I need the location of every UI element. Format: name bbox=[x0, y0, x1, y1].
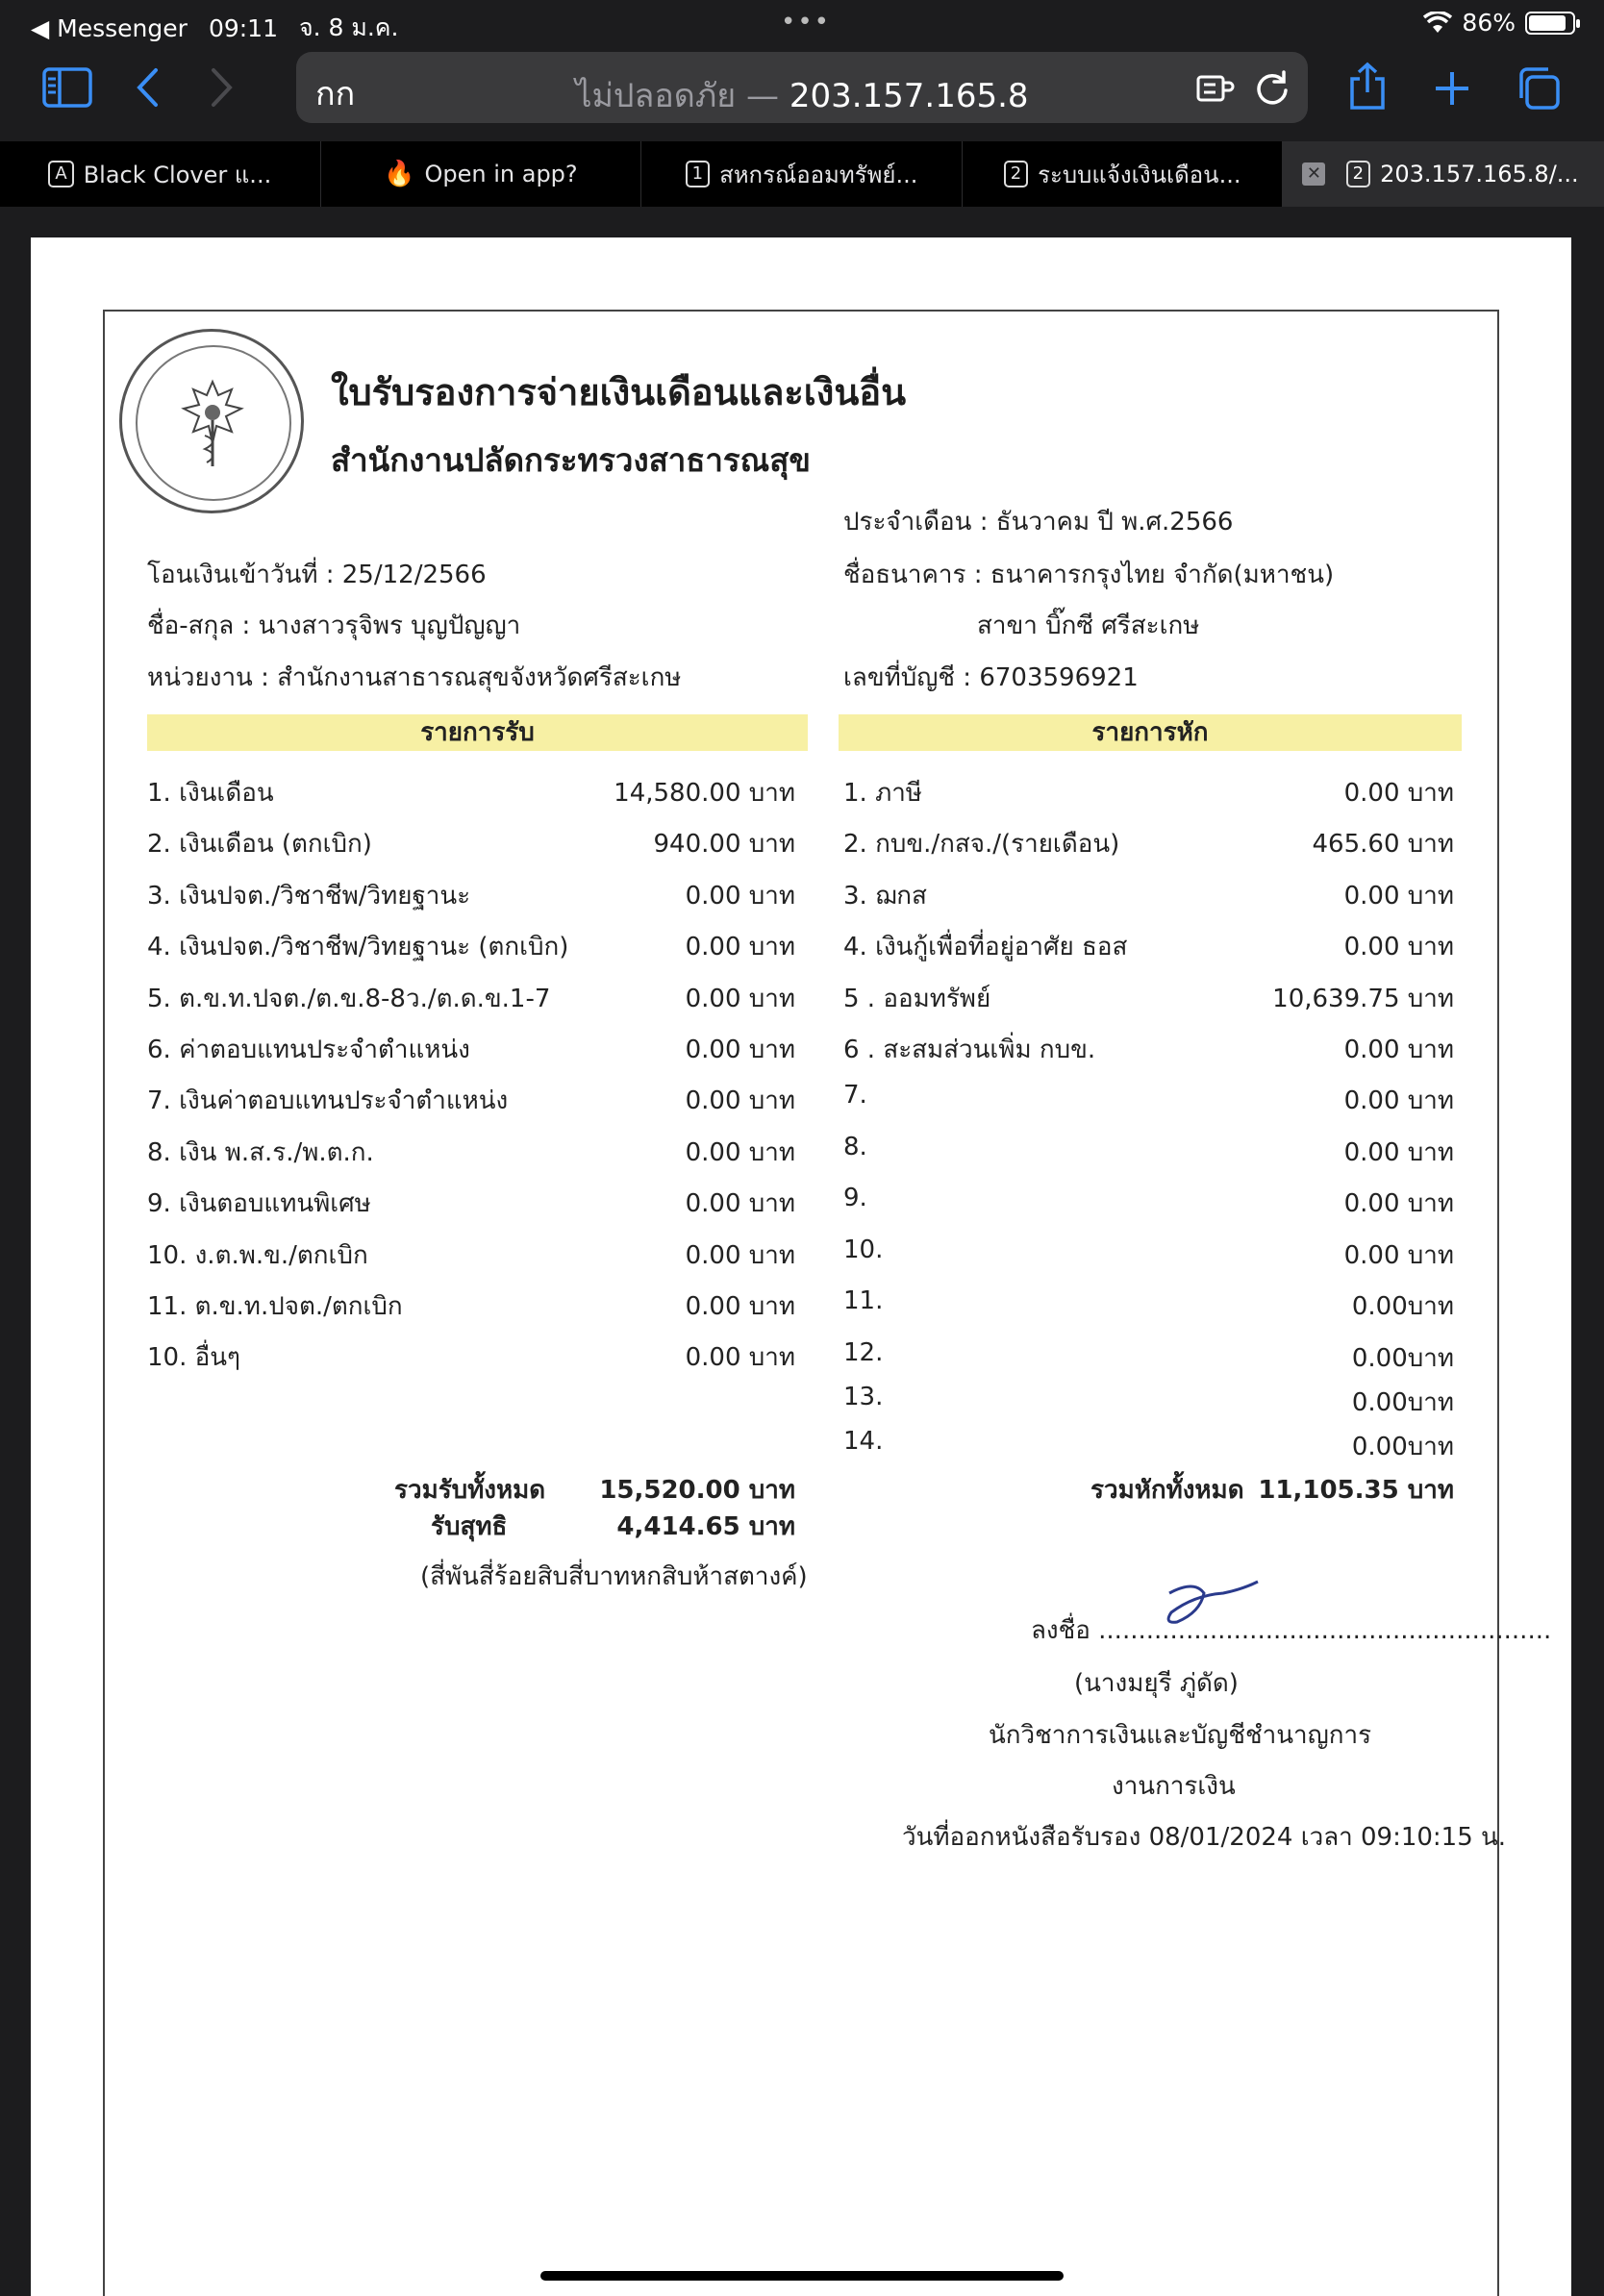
list-item-amount: 0.00บาท bbox=[1351, 1433, 1454, 1461]
issue-datetime: วันที่ออกหนังสือรับรอง 08/01/2024 เวลา 09:10:15 น. bbox=[902, 1823, 1507, 1852]
new-tab-icon[interactable] bbox=[1433, 69, 1471, 108]
share-icon[interactable] bbox=[1346, 62, 1389, 112]
signer-name: (นางมยุรี ภู่ดัด) bbox=[1074, 1669, 1239, 1698]
list-item-label: 13. bbox=[843, 1383, 884, 1411]
list-item-label: 10. ง.ต.พ.ข./ตกเบิก bbox=[147, 1240, 368, 1270]
tab-label: Black Clover แ... bbox=[83, 161, 272, 188]
tab-label: ระบบแจ้งเงินเดือน... bbox=[1038, 161, 1241, 188]
total-deduction-label: รวมหักทั้งหมด bbox=[1090, 1476, 1244, 1505]
employee-name: ชื่อ-สกุล : นางสาวรุจิพร บุญปัญญา bbox=[147, 611, 521, 640]
list-item-amount: 0.00 บาท bbox=[1343, 1240, 1454, 1270]
list-item-label: 7. เงินค่าตอบแทนประจำตำแหน่ง bbox=[147, 1086, 509, 1116]
browser-toolbar bbox=[0, 48, 1604, 140]
list-item-label: 3. เงินปจต./วิชาชีพ/วิทยฐานะ bbox=[147, 881, 471, 911]
sidebar-icon[interactable] bbox=[42, 67, 92, 108]
reload-icon[interactable] bbox=[1254, 69, 1291, 106]
list-item-label: 12. bbox=[843, 1338, 884, 1367]
list-item-amount: 0.00 บาท bbox=[685, 1240, 795, 1270]
tab-salary-system[interactable] bbox=[963, 141, 1284, 207]
income-header: รายการรับ bbox=[147, 714, 808, 751]
wifi-icon bbox=[1423, 12, 1452, 35]
tab-favicon: 2 bbox=[1004, 161, 1028, 187]
list-item-label: 9. เงินตอบแทนพิเศษ bbox=[147, 1189, 371, 1219]
total-deduction-amount: 11,105.35 บาท bbox=[1258, 1476, 1454, 1505]
multitask-dots-icon[interactable]: ••• bbox=[781, 8, 832, 37]
close-tab-icon[interactable]: ✕ bbox=[1302, 162, 1325, 186]
signer-position: นักวิชาการเงินและบัญชีชำนาญการ bbox=[989, 1721, 1372, 1750]
tab-favicon: A bbox=[48, 161, 73, 187]
tab-overview-icon[interactable] bbox=[1516, 65, 1562, 112]
web-page[interactable] bbox=[31, 237, 1571, 2296]
list-item-amount: 0.00 บาท bbox=[685, 881, 795, 911]
address-bar[interactable] bbox=[296, 52, 1308, 123]
tab-label: สหกรณ์ออมทรัพย์... bbox=[719, 161, 918, 188]
list-item-amount: 14,580.00 บาท bbox=[614, 779, 795, 808]
tab-savings-coop[interactable] bbox=[641, 141, 963, 207]
url-host: 203.157.165.8 bbox=[789, 77, 1029, 115]
battery-level-fill bbox=[1529, 15, 1566, 31]
list-item-label: 2. กบข./กสจ./(รายเดือน) bbox=[843, 830, 1120, 860]
list-item-label: 1. เงินเดือน bbox=[147, 779, 274, 808]
account-number: เลขที่บัญชี : 6703596921 bbox=[843, 663, 1139, 692]
list-item-label: 4. เงินปจต./วิชาชีพ/วิทยฐานะ (ตกเบิก) bbox=[147, 933, 569, 962]
pay-period: ประจำเดือน : ธันวาคม ปี พ.ศ.2566 bbox=[843, 508, 1234, 537]
list-item-amount: 0.00บาท bbox=[1351, 1292, 1454, 1321]
bank-branch: สาขา บิ๊กซี ศรีสะเกษ bbox=[977, 611, 1200, 640]
status-bar bbox=[0, 0, 1604, 48]
back-to-app-link[interactable]: ◀ Messenger bbox=[31, 13, 188, 42]
list-item-amount: 940.00 บาท bbox=[653, 830, 795, 860]
extension-puzzle-icon[interactable] bbox=[1196, 71, 1235, 106]
list-item-label: 10. อื่นๆ bbox=[147, 1343, 240, 1373]
firebase-icon: 🔥 bbox=[384, 160, 415, 188]
tab-black-clover[interactable] bbox=[0, 141, 321, 207]
list-item-label: 7. bbox=[843, 1081, 867, 1111]
list-item-label: 8. เงิน พ.ส.ร./พ.ต.ก. bbox=[147, 1137, 374, 1167]
forward-icon[interactable] bbox=[210, 67, 235, 108]
list-item-label: 14. bbox=[843, 1427, 884, 1456]
ministry-seal-logo bbox=[119, 329, 304, 513]
list-item-amount: 0.00 บาท bbox=[1343, 881, 1454, 911]
tab-label: 203.157.165.8/... bbox=[1380, 161, 1579, 187]
list-item-amount: 0.00 บาท bbox=[685, 1036, 795, 1064]
list-item-amount: 0.00 บาท bbox=[685, 1343, 795, 1373]
signature-line: ลงชื่อ ......................................................... bbox=[1031, 1616, 1552, 1645]
list-item-amount: 0.00 บาท bbox=[1343, 1189, 1454, 1219]
document-title: ใบรับรองการจ่ายเงินเดือนและเงินอื่น bbox=[331, 371, 907, 413]
document-subtitle: สำนักงานปลัดกระทรวงสาธารณสุข bbox=[331, 441, 811, 479]
tab-favicon: 1 bbox=[686, 161, 710, 187]
list-item-amount: 0.00บาท bbox=[1351, 1344, 1454, 1373]
tab-current[interactable] bbox=[1283, 141, 1604, 207]
home-indicator[interactable] bbox=[540, 2271, 1064, 2281]
list-item-label: 1. ภาษี bbox=[843, 779, 922, 808]
list-item-amount: 0.00 บาท bbox=[1343, 933, 1454, 962]
list-item-label: 8. bbox=[843, 1132, 867, 1161]
list-item-amount: 0.00 บาท bbox=[685, 1137, 795, 1167]
battery-percent: 86% bbox=[1462, 9, 1516, 37]
total-income-amount: 15,520.00 บาท bbox=[599, 1476, 795, 1505]
list-item-amount: 0.00บาท bbox=[1351, 1388, 1454, 1417]
list-item-label: 3. ฌกส bbox=[843, 881, 927, 911]
list-item-amount: 0.00 บาท bbox=[685, 1189, 795, 1219]
list-item-amount: 0.00 บาท bbox=[685, 1086, 795, 1116]
list-item-label: 9. bbox=[843, 1184, 867, 1213]
list-item-amount: 0.00 บาท bbox=[685, 1292, 795, 1321]
department: หน่วยงาน : สำนักงานสาธารณสุขจังหวัดศรีสะเกษ bbox=[147, 663, 682, 692]
list-item-amount: 0.00 บาท bbox=[1343, 1086, 1454, 1116]
battery-icon bbox=[1525, 12, 1575, 35]
list-item-label: 11. ต.ข.ท.ปจต./ตกเบิก bbox=[147, 1292, 403, 1321]
list-item-label: 10. bbox=[843, 1235, 884, 1264]
list-item-label: 5 . ออมทรัพย์ bbox=[843, 984, 991, 1013]
list-item-amount: 0.00 บาท bbox=[1343, 779, 1454, 808]
net-amount: 4,414.65 บาท bbox=[616, 1512, 795, 1541]
not-secure-label: ไม่ปลอดภัย — bbox=[575, 77, 789, 115]
deduction-header: รายการหัก bbox=[839, 714, 1462, 751]
list-item-label: 5. ต.ข.ท.ปจต./ต.ข.8-8ว./ต.ด.ข.1-7 bbox=[147, 984, 551, 1013]
list-item-amount: 465.60 บาท bbox=[1312, 830, 1454, 860]
status-date: จ. 8 ม.ค. bbox=[298, 13, 399, 41]
bank-name: ชื่อธนาคาร : ธนาคารกรุงไทย จำกัด(มหาชน) bbox=[843, 561, 1335, 589]
list-item-label: 2. เงินเดือน (ตกเบิก) bbox=[147, 830, 372, 860]
list-item-amount: 0.00 บาท bbox=[1343, 1036, 1454, 1064]
list-item-label: 6. ค่าตอบแทนประจำตำแหน่ง bbox=[147, 1036, 470, 1064]
reader-options-button[interactable]: กก bbox=[315, 75, 356, 113]
total-income-label: รวมรับทั้งหมด bbox=[394, 1476, 546, 1505]
signer-unit: งานการเงิน bbox=[1112, 1772, 1236, 1801]
list-item-amount: 0.00 บาท bbox=[1343, 1137, 1454, 1167]
list-item-label: 11. bbox=[843, 1286, 884, 1315]
tab-open-in-app[interactable] bbox=[321, 141, 642, 207]
list-item-label: 6 . สะสมส่วนเพิ่ม กบข. bbox=[843, 1036, 1096, 1064]
list-item-amount: 10,639.75 บาท bbox=[1272, 984, 1454, 1013]
tab-favicon: 2 bbox=[1346, 161, 1370, 187]
handwritten-signature bbox=[1156, 1574, 1262, 1632]
list-item-label: 4. เงินกู้เพื่อที่อยู่อาศัย ธอส bbox=[843, 933, 1128, 962]
status-time: 09:11 bbox=[208, 13, 278, 42]
transfer-date: โอนเงินเข้าวันที่ : 25/12/2566 bbox=[147, 561, 487, 589]
list-item-amount: 0.00 บาท bbox=[685, 984, 795, 1013]
back-icon[interactable] bbox=[135, 67, 160, 108]
tab-label: Open in app? bbox=[424, 161, 578, 187]
tab-bar bbox=[0, 141, 1604, 207]
net-label: รับสุทธิ bbox=[431, 1512, 508, 1541]
seal-emblem bbox=[172, 376, 253, 472]
net-amount-words: (สี่พันสี่ร้อยสิบสี่บาทหกสิบห้าสตางค์) bbox=[420, 1562, 808, 1591]
list-item-amount: 0.00 บาท bbox=[685, 933, 795, 962]
url-display[interactable] bbox=[296, 69, 1308, 121]
